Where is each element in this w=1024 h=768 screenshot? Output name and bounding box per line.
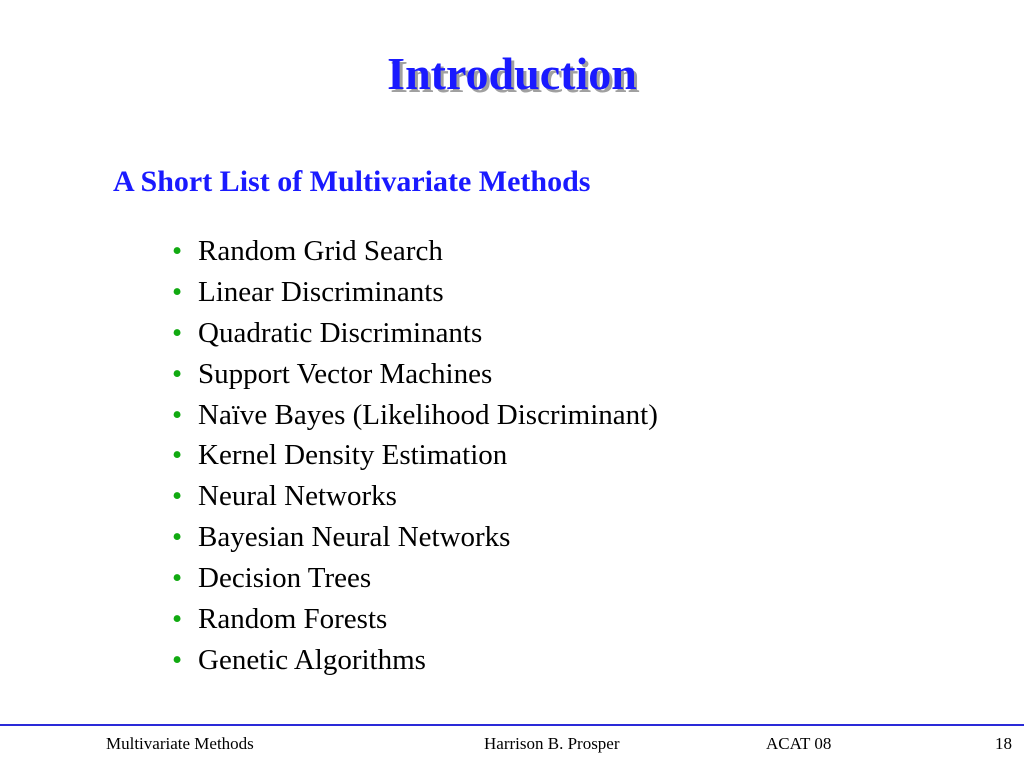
list-item-text: Genetic Algorithms — [198, 643, 426, 676]
list-item-text: Neural Networks — [198, 480, 397, 513]
bullet-dot-icon: • — [172, 398, 183, 431]
list-item-text: Linear Discriminants — [198, 275, 444, 308]
list-item-text: Random Grid Search — [198, 235, 443, 267]
list-item — [172, 644, 658, 685]
slide-subtitle: A Short List of Multivariate Methods — [113, 165, 591, 198]
list-item — [172, 358, 658, 399]
bullet-dot-icon: • — [172, 643, 183, 676]
bullet-dot-icon: • — [172, 562, 183, 595]
list-item — [172, 603, 658, 644]
list-item-text: Support Vector Machines — [198, 357, 493, 390]
list-item — [172, 399, 658, 440]
bullet-dot-icon: • — [172, 480, 183, 513]
list-item — [172, 562, 658, 603]
footer-author: Harrison B. Prosper — [484, 734, 620, 753]
bullet-dot-icon: • — [172, 275, 183, 308]
list-item-text: Kernel Density Estimation — [198, 439, 508, 472]
list-item-text: Quadratic Discriminants — [198, 316, 483, 349]
slide-title: Introduction — [387, 48, 637, 99]
bullet-dot-icon: • — [172, 316, 183, 349]
list-item — [172, 276, 658, 317]
list-item-text: Bayesian Neural Networks — [198, 521, 511, 554]
list-item — [172, 439, 658, 480]
list-item-text: Naïve Bayes (Likelihood Discriminant) — [198, 398, 658, 431]
bullet-dot-icon: • — [172, 521, 183, 554]
list-item — [172, 521, 658, 562]
list-item-text: Random Forests — [198, 603, 388, 636]
bullet-dot-icon: • — [172, 439, 183, 472]
footer-divider — [0, 724, 1024, 726]
page-number: 18 — [995, 734, 1012, 753]
bullet-dot-icon: • — [172, 235, 183, 267]
list-item — [172, 480, 658, 521]
bullet-dot-icon: • — [172, 603, 183, 636]
list-item — [172, 235, 658, 276]
footer-topic: Multivariate Methods — [106, 734, 254, 753]
bullet-list — [172, 235, 658, 685]
list-item-text: Decision Trees — [198, 562, 372, 595]
bullet-dot-icon: • — [172, 357, 183, 390]
list-item — [172, 317, 658, 358]
footer-conference: ACAT 08 — [766, 734, 832, 753]
